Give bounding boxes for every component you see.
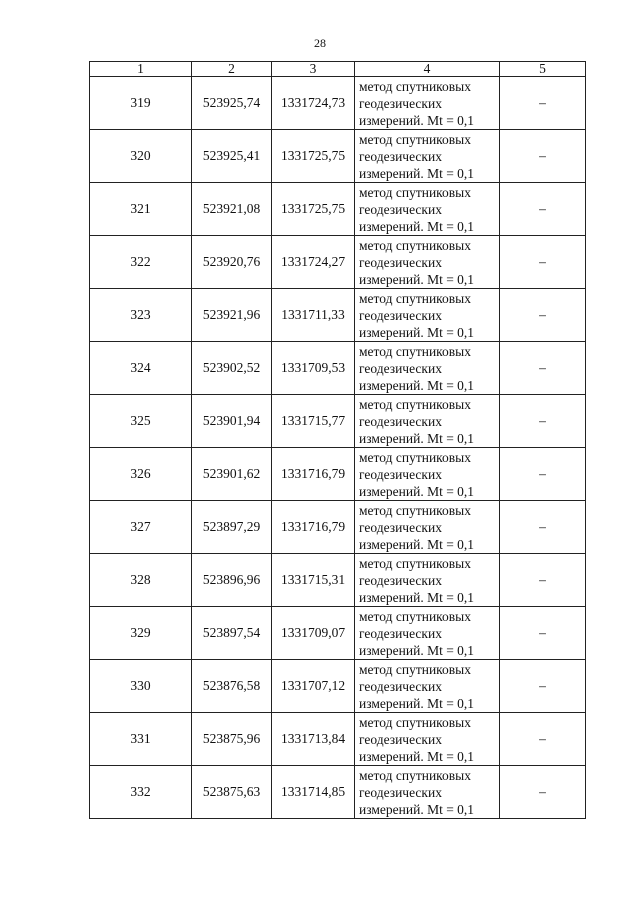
note-cell: – xyxy=(500,501,586,554)
method-line: геодезических xyxy=(359,466,442,482)
coordinate-y: 1331709,07 xyxy=(272,607,355,660)
method-line: геодезических xyxy=(359,148,442,164)
point-number: 328 xyxy=(90,554,192,607)
note-cell: – xyxy=(500,395,586,448)
note-cell: – xyxy=(500,130,586,183)
note-cell: – xyxy=(500,77,586,130)
point-number: 324 xyxy=(90,342,192,395)
method-line: измерений. Mt = 0,1 xyxy=(359,165,475,181)
coordinate-x: 523876,58 xyxy=(192,660,272,713)
point-number: 319 xyxy=(90,77,192,130)
point-number: 330 xyxy=(90,660,192,713)
table-header-row xyxy=(90,62,586,77)
table-row xyxy=(90,77,586,130)
coordinate-y: 1331709,53 xyxy=(272,342,355,395)
coordinate-x: 523875,63 xyxy=(192,766,272,819)
method-line: метод спутниковых xyxy=(359,396,471,412)
method-line: измерений. Mt = 0,1 xyxy=(359,324,475,340)
measurement-method xyxy=(355,554,500,607)
note-cell: – xyxy=(500,766,586,819)
method-line: измерений. Mt = 0,1 xyxy=(359,536,475,552)
column-header: 1 xyxy=(90,62,192,77)
coordinate-y: 1331724,73 xyxy=(272,77,355,130)
measurement-method xyxy=(355,236,500,289)
method-line: метод спутниковых xyxy=(359,290,471,306)
method-line: геодезических xyxy=(359,784,442,800)
table-body xyxy=(90,77,586,819)
column-header: 3 xyxy=(272,62,355,77)
measurement-method xyxy=(355,713,500,766)
coordinate-x: 523901,62 xyxy=(192,448,272,501)
table-row xyxy=(90,607,586,660)
column-header: 4 xyxy=(355,62,500,77)
measurement-method xyxy=(355,130,500,183)
measurement-method xyxy=(355,342,500,395)
measurement-method xyxy=(355,289,500,342)
point-number: 322 xyxy=(90,236,192,289)
note-cell: – xyxy=(500,236,586,289)
table-row xyxy=(90,660,586,713)
coordinate-y: 1331715,77 xyxy=(272,395,355,448)
coordinate-y: 1331707,12 xyxy=(272,660,355,713)
point-number: 323 xyxy=(90,289,192,342)
note-cell: – xyxy=(500,607,586,660)
method-line: измерений. Mt = 0,1 xyxy=(359,748,475,764)
method-line: геодезических xyxy=(359,625,442,641)
table-row xyxy=(90,713,586,766)
coordinate-y: 1331716,79 xyxy=(272,448,355,501)
method-line: геодезических xyxy=(359,731,442,747)
note-cell: – xyxy=(500,183,586,236)
method-line: метод спутниковых xyxy=(359,78,471,94)
method-line: измерений. Mt = 0,1 xyxy=(359,801,475,817)
method-line: метод спутниковых xyxy=(359,767,471,783)
measurement-method xyxy=(355,448,500,501)
table-row xyxy=(90,342,586,395)
coordinate-x: 523896,96 xyxy=(192,554,272,607)
point-number: 329 xyxy=(90,607,192,660)
table-row xyxy=(90,554,586,607)
coordinate-x: 523901,94 xyxy=(192,395,272,448)
point-number: 331 xyxy=(90,713,192,766)
coordinate-x: 523920,76 xyxy=(192,236,272,289)
coordinate-x: 523921,08 xyxy=(192,183,272,236)
method-line: геодезических xyxy=(359,572,442,588)
point-number: 321 xyxy=(90,183,192,236)
method-line: метод спутниковых xyxy=(359,608,471,624)
table-row xyxy=(90,236,586,289)
table-row xyxy=(90,130,586,183)
note-cell: – xyxy=(500,342,586,395)
coordinates-table xyxy=(89,61,586,819)
table-row xyxy=(90,289,586,342)
method-line: измерений. Mt = 0,1 xyxy=(359,430,475,446)
column-header: 5 xyxy=(500,62,586,77)
point-number: 327 xyxy=(90,501,192,554)
point-number: 320 xyxy=(90,130,192,183)
coordinate-x: 523925,74 xyxy=(192,77,272,130)
method-line: метод спутниковых xyxy=(359,131,471,147)
method-line: измерений. Mt = 0,1 xyxy=(359,112,475,128)
coordinate-y: 1331725,75 xyxy=(272,130,355,183)
table-row xyxy=(90,766,586,819)
coordinate-x: 523875,96 xyxy=(192,713,272,766)
coordinate-y: 1331715,31 xyxy=(272,554,355,607)
method-line: измерений. Mt = 0,1 xyxy=(359,271,475,287)
column-header: 2 xyxy=(192,62,272,77)
note-cell: – xyxy=(500,713,586,766)
method-line: геодезических xyxy=(359,254,442,270)
measurement-method xyxy=(355,501,500,554)
measurement-method xyxy=(355,660,500,713)
table-row xyxy=(90,395,586,448)
coordinate-x: 523902,52 xyxy=(192,342,272,395)
method-line: измерений. Mt = 0,1 xyxy=(359,483,475,499)
method-line: геодезических xyxy=(359,519,442,535)
method-line: измерений. Mt = 0,1 xyxy=(359,642,475,658)
note-cell: – xyxy=(500,660,586,713)
coordinate-y: 1331725,75 xyxy=(272,183,355,236)
method-line: метод спутниковых xyxy=(359,343,471,359)
method-line: геодезических xyxy=(359,201,442,217)
table-row xyxy=(90,501,586,554)
method-line: метод спутниковых xyxy=(359,237,471,253)
point-number: 326 xyxy=(90,448,192,501)
page-number: 28 xyxy=(314,36,326,50)
method-line: геодезических xyxy=(359,413,442,429)
measurement-method xyxy=(355,395,500,448)
note-cell: – xyxy=(500,448,586,501)
method-line: метод спутниковых xyxy=(359,714,471,730)
measurement-method xyxy=(355,607,500,660)
note-cell: – xyxy=(500,554,586,607)
coordinate-x: 523921,96 xyxy=(192,289,272,342)
point-number: 332 xyxy=(90,766,192,819)
measurement-method xyxy=(355,183,500,236)
coordinate-x: 523925,41 xyxy=(192,130,272,183)
method-line: метод спутниковых xyxy=(359,449,471,465)
method-line: геодезических xyxy=(359,95,442,111)
method-line: измерений. Mt = 0,1 xyxy=(359,377,475,393)
method-line: метод спутниковых xyxy=(359,555,471,571)
method-line: измерений. Mt = 0,1 xyxy=(359,218,475,234)
coordinate-y: 1331711,33 xyxy=(272,289,355,342)
measurement-method xyxy=(355,77,500,130)
method-line: измерений. Mt = 0,1 xyxy=(359,695,475,711)
coordinate-x: 523897,29 xyxy=(192,501,272,554)
note-cell: – xyxy=(500,289,586,342)
table-row xyxy=(90,183,586,236)
measurement-method xyxy=(355,766,500,819)
coordinate-y: 1331724,27 xyxy=(272,236,355,289)
table-row xyxy=(90,448,586,501)
method-line: геодезических xyxy=(359,678,442,694)
method-line: геодезических xyxy=(359,307,442,323)
method-line: геодезических xyxy=(359,360,442,376)
coordinate-y: 1331713,84 xyxy=(272,713,355,766)
coordinate-x: 523897,54 xyxy=(192,607,272,660)
method-line: метод спутниковых xyxy=(359,184,471,200)
method-line: метод спутниковых xyxy=(359,661,471,677)
coordinate-y: 1331714,85 xyxy=(272,766,355,819)
point-number: 325 xyxy=(90,395,192,448)
method-line: измерений. Mt = 0,1 xyxy=(359,589,475,605)
coordinate-y: 1331716,79 xyxy=(272,501,355,554)
method-line: метод спутниковых xyxy=(359,502,471,518)
